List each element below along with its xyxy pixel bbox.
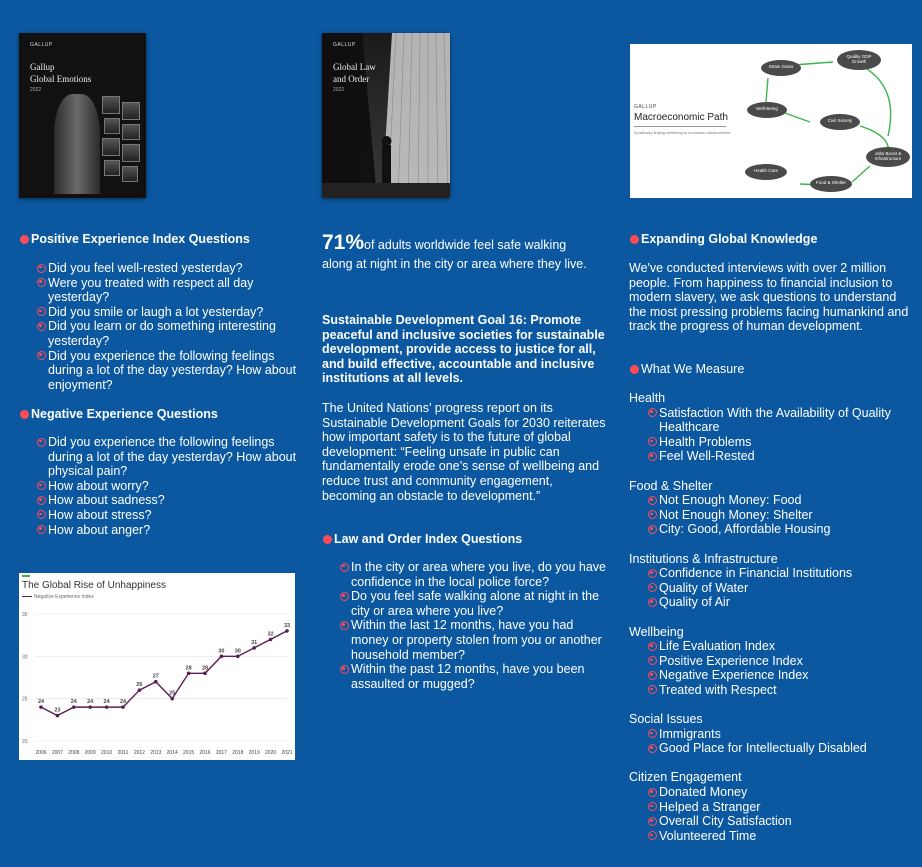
- ring-bullet-icon: [37, 438, 46, 447]
- legend-label: Negative Experience Index: [34, 594, 94, 600]
- ring-bullet-icon: [648, 685, 657, 694]
- y-tick-label: 25: [22, 696, 28, 703]
- list-item: How about stress?: [37, 508, 299, 523]
- list-item: Within the last 12 months, have you had money or property stolen from you or another household member?: [340, 618, 606, 662]
- x-tick-label: 2009: [84, 750, 96, 756]
- expanding-knowledge-heading: Expanding Global Knowledge: [630, 231, 817, 247]
- chart-title: The Global Rise of Unhappiness: [22, 580, 166, 591]
- ring-bullet-icon: [648, 729, 657, 738]
- measure-item-label: Confidence in Financial Institutions: [659, 566, 853, 581]
- measure-group: [629, 552, 919, 610]
- measure-item-label: Overall City Satisfaction: [659, 814, 792, 829]
- x-tick-label: 2008: [68, 750, 80, 756]
- node-label: Quality GDP Growth: [846, 54, 872, 64]
- data-label: 30: [234, 648, 241, 655]
- data-point: [187, 671, 191, 675]
- diagram-brand: GALLUP: [634, 104, 657, 110]
- data-point: [220, 655, 224, 659]
- ring-bullet-icon: [648, 744, 657, 753]
- measure-group-title: Health: [629, 391, 666, 405]
- ring-bullet-icon: [37, 481, 46, 490]
- cover-year: 2022: [333, 87, 345, 93]
- measure-item: [629, 829, 919, 844]
- x-tick-label: 2017: [215, 750, 227, 756]
- node-label: Jobs Boost & Infrastructure: [874, 151, 902, 161]
- data-point: [56, 714, 60, 718]
- data-label: 24: [70, 699, 77, 706]
- unhappiness-chart-card[interactable]: [19, 573, 295, 760]
- measure-item-label: Not Enough Money: Shelter: [659, 507, 813, 522]
- ring-bullet-icon: [340, 665, 349, 674]
- intro-text: We've conducted interviews with over 2 million people. From happiness to financial inclusion to modern slavery, we ask questions to understand the most pressing problems facing humankind and track the progress of human development.: [629, 261, 909, 334]
- measure-item-label: Immigrants: [659, 726, 721, 741]
- list-item: Did you experience the following feelings during a lot of the day yesterday? How about enjoyment?: [37, 349, 299, 393]
- measure-item: [629, 668, 919, 683]
- measure-group-title: Wellbeing: [629, 624, 684, 639]
- data-point: [236, 655, 240, 659]
- measure-item-label: Satisfaction With the Availability of Quality Healthcare: [659, 405, 891, 435]
- node-label: Food & Shelter: [815, 180, 847, 185]
- measure-group-title: Food & Shelter: [629, 478, 713, 493]
- list-item: How about sadness?: [37, 493, 299, 508]
- measure-item-label: Quality of Water: [659, 580, 749, 595]
- measure-item-label: Positive Experience Index: [659, 653, 803, 668]
- measure-group-title: Citizen Engagement: [629, 770, 742, 785]
- measure-item: [629, 800, 919, 815]
- measure-item: [629, 785, 919, 800]
- measure-group: [629, 479, 919, 537]
- data-point: [285, 629, 289, 633]
- measure-item-label: Health Problems: [659, 434, 752, 449]
- ring-bullet-icon: [648, 802, 657, 811]
- measure-item-label: Not Enough Money: Food: [659, 493, 802, 508]
- x-tick-label: 2018: [232, 750, 244, 756]
- list-item: Do you feel safe walking alone at night in the city or area where you live?: [340, 589, 606, 618]
- x-tick-label: 2020: [265, 750, 277, 756]
- data-label: 24: [103, 699, 110, 706]
- ring-bullet-icon: [340, 621, 349, 630]
- bullet-dot-icon: [630, 235, 639, 244]
- measure-item: [629, 522, 919, 537]
- measure-groups: [629, 391, 919, 858]
- data-label: 33: [283, 622, 291, 629]
- measure-item: [629, 639, 919, 654]
- x-tick-label: 2007: [51, 750, 63, 756]
- law-order-heading: Law and Order Index Questions: [323, 531, 522, 547]
- ring-bullet-icon: [37, 525, 46, 534]
- data-point: [252, 646, 256, 650]
- list-item: Did you experience the following feelings during a lot of the day yesterday? How about physical pain?: [37, 435, 299, 479]
- ring-bullet-icon: [37, 351, 46, 360]
- cover-brand: GALLUP: [333, 42, 356, 48]
- node-label: Health Care: [753, 168, 778, 173]
- measure-item: [629, 581, 919, 596]
- data-point: [39, 705, 43, 709]
- data-point: [121, 705, 125, 709]
- ring-bullet-icon: [648, 510, 657, 519]
- list-item: Did you smile or laugh a lot yesterday?: [37, 305, 299, 320]
- x-tick-label: 2012: [133, 750, 145, 756]
- negative-questions-list: [37, 435, 299, 537]
- building-photo-image: [322, 33, 450, 198]
- measure-item-label: Life Evaluation Index: [659, 639, 776, 654]
- ring-bullet-icon: [648, 496, 657, 505]
- law-questions-list: [340, 560, 606, 691]
- data-point: [269, 638, 273, 642]
- measure-item-label: Donated Money: [659, 785, 748, 800]
- x-tick-label: 2013: [150, 750, 162, 756]
- measure-item: [629, 741, 919, 756]
- list-item: How about worry?: [37, 479, 299, 494]
- macroeconomic-path-card[interactable]: [630, 44, 912, 198]
- measure-group: [629, 625, 919, 698]
- node-label: Strain Gains: [768, 64, 794, 69]
- list-item: Did you learn or do something interesting yesterday?: [37, 319, 299, 348]
- ring-bullet-icon: [648, 598, 657, 607]
- measure-item: [629, 493, 919, 508]
- bullet-dot-icon: [630, 365, 639, 374]
- positive-experience-heading: Positive Experience Index Questions: [20, 231, 250, 247]
- data-label: 24: [87, 699, 94, 706]
- measure-group-title: Social Issues: [629, 712, 703, 727]
- data-label: 28: [201, 665, 209, 672]
- data-point: [138, 688, 142, 692]
- data-label: 30: [218, 648, 225, 655]
- measure-item: [629, 449, 919, 464]
- bullet-dot-icon: [323, 535, 332, 544]
- chart-plot: [19, 573, 295, 760]
- data-point: [170, 697, 174, 701]
- cover-brand: GALLUP: [30, 42, 53, 48]
- x-tick-label: 2019: [248, 750, 260, 756]
- measure-item-label: Feel Well-Rested: [659, 449, 755, 464]
- stat-value: 71%: [322, 231, 365, 254]
- ring-bullet-icon: [648, 408, 657, 417]
- measure-item: [629, 595, 919, 610]
- x-tick-label: 2015: [183, 750, 195, 756]
- measure-item-label: Negative Experience Index: [659, 668, 809, 683]
- series-line: [41, 631, 287, 716]
- measure-group: [629, 391, 919, 464]
- measure-item-label: Treated with Respect: [659, 682, 777, 697]
- data-label: 25: [169, 690, 176, 697]
- bullet-dot-icon: [20, 235, 29, 244]
- ring-bullet-icon: [648, 831, 657, 840]
- measure-item: [629, 814, 919, 829]
- x-tick-label: 2010: [101, 750, 113, 756]
- measure-item: [629, 566, 919, 581]
- measure-group: [629, 712, 919, 756]
- list-item: In the city or area where you live, do you have confidence in the local police force?: [340, 560, 606, 589]
- node-label: Civil Society: [827, 118, 853, 123]
- data-label: 26: [136, 682, 143, 689]
- ring-bullet-icon: [37, 264, 46, 273]
- measure-group: [629, 770, 919, 843]
- measure-group-title: Institutions & Infrastructure: [629, 551, 778, 566]
- measure-item: [629, 406, 919, 435]
- y-tick-label: 35: [22, 612, 28, 618]
- un-report-text: The United Nations’ progress report on its Sustainable Development Goals for 2030 reiterates how important safety is to the future of global development: “Feeling unsafe in public can fundamentally erode one’s sense of wellbeing and reduce trust and community engagement, becoming an obstacle to development.”: [322, 401, 606, 503]
- data-point: [203, 671, 207, 675]
- list-item: How about anger?: [37, 523, 299, 538]
- x-tick-label: 2014: [166, 750, 178, 756]
- x-tick-label: 2016: [199, 750, 211, 756]
- measure-item: [629, 435, 919, 450]
- ring-bullet-icon: [648, 437, 657, 446]
- ring-bullet-icon: [37, 278, 46, 287]
- faces-collage-image: [54, 94, 142, 194]
- ring-bullet-icon: [340, 563, 349, 572]
- ring-bullet-icon: [648, 525, 657, 534]
- cover-title: Gallup Global Emotions: [30, 62, 92, 84]
- data-point: [154, 680, 158, 684]
- list-item: Within the past 12 months, have you been assaulted or mugged?: [340, 662, 606, 691]
- ring-bullet-icon: [648, 569, 657, 578]
- y-tick-label: 30: [22, 654, 28, 661]
- ring-bullet-icon: [340, 592, 349, 601]
- measure-item-label: Helped a Stranger: [659, 799, 761, 814]
- diagram-subtitle: A pathway linking wellbeing to economic advancement: [634, 130, 731, 135]
- stat-text: of adults worldwide feel safe walking along at night in the city or area where they live.: [322, 238, 587, 271]
- diagram-title: Macroeconomic Path: [634, 112, 728, 123]
- measure-item: [629, 654, 919, 669]
- measure-item-label: Good Place for Intellectually Disabled: [659, 741, 867, 756]
- sdg-text: Sustainable Development Goal 16: Promote peaceful and inclusive societies for sustainable development, provide access to justice for all, and build effective, accountable and inclusive institutions at all levels.: [322, 313, 605, 386]
- ring-bullet-icon: [648, 817, 657, 826]
- data-label: 27: [152, 673, 159, 680]
- data-label: 24: [37, 699, 45, 706]
- measure-item-label: City: Good, Affordable Housing: [659, 522, 831, 537]
- node-label: Well-Being: [756, 106, 778, 111]
- ring-bullet-icon: [648, 788, 657, 797]
- data-label: 23: [54, 707, 61, 714]
- x-tick-label: 2021: [281, 750, 293, 756]
- data-point: [105, 705, 109, 709]
- data-label: 24: [119, 699, 127, 706]
- data-label: 31: [251, 639, 258, 646]
- ring-bullet-icon: [37, 510, 46, 519]
- data-label: 28: [185, 665, 192, 672]
- data-label: 32: [267, 631, 274, 638]
- negative-experience-heading: Negative Experience Questions: [20, 406, 218, 422]
- law-and-order-cover[interactable]: [322, 33, 450, 198]
- what-we-measure-heading: What We Measure: [630, 362, 744, 377]
- measure-item: [629, 683, 919, 698]
- ring-bullet-icon: [37, 307, 46, 316]
- data-point: [88, 705, 92, 709]
- ring-bullet-icon: [37, 496, 46, 505]
- ring-bullet-icon: [648, 452, 657, 461]
- y-tick-label: 20: [22, 739, 28, 745]
- data-point: [72, 705, 76, 709]
- measure-item-label: Quality of Air: [659, 595, 730, 610]
- ring-bullet-icon: [37, 322, 46, 331]
- cover-year: 2022: [30, 87, 42, 93]
- x-tick-label: 2006: [35, 750, 47, 756]
- bullet-dot-icon: [20, 410, 29, 419]
- measure-item: [629, 508, 919, 523]
- ring-bullet-icon: [648, 671, 657, 680]
- global-emotions-cover[interactable]: [19, 33, 146, 198]
- ring-bullet-icon: [648, 583, 657, 592]
- list-item: Did you feel well-rested yesterday?: [37, 261, 299, 276]
- ring-bullet-icon: [648, 642, 657, 651]
- safety-stat: [322, 233, 592, 274]
- x-tick-label: 2011: [117, 750, 129, 756]
- cover-title: Global Law and Order: [333, 62, 376, 84]
- ring-bullet-icon: [648, 656, 657, 665]
- positive-questions-list: [37, 261, 299, 392]
- measure-item-label: Volunteered Time: [659, 828, 757, 843]
- measure-item: [629, 727, 919, 742]
- list-item: Were you treated with respect all day yesterday?: [37, 276, 299, 305]
